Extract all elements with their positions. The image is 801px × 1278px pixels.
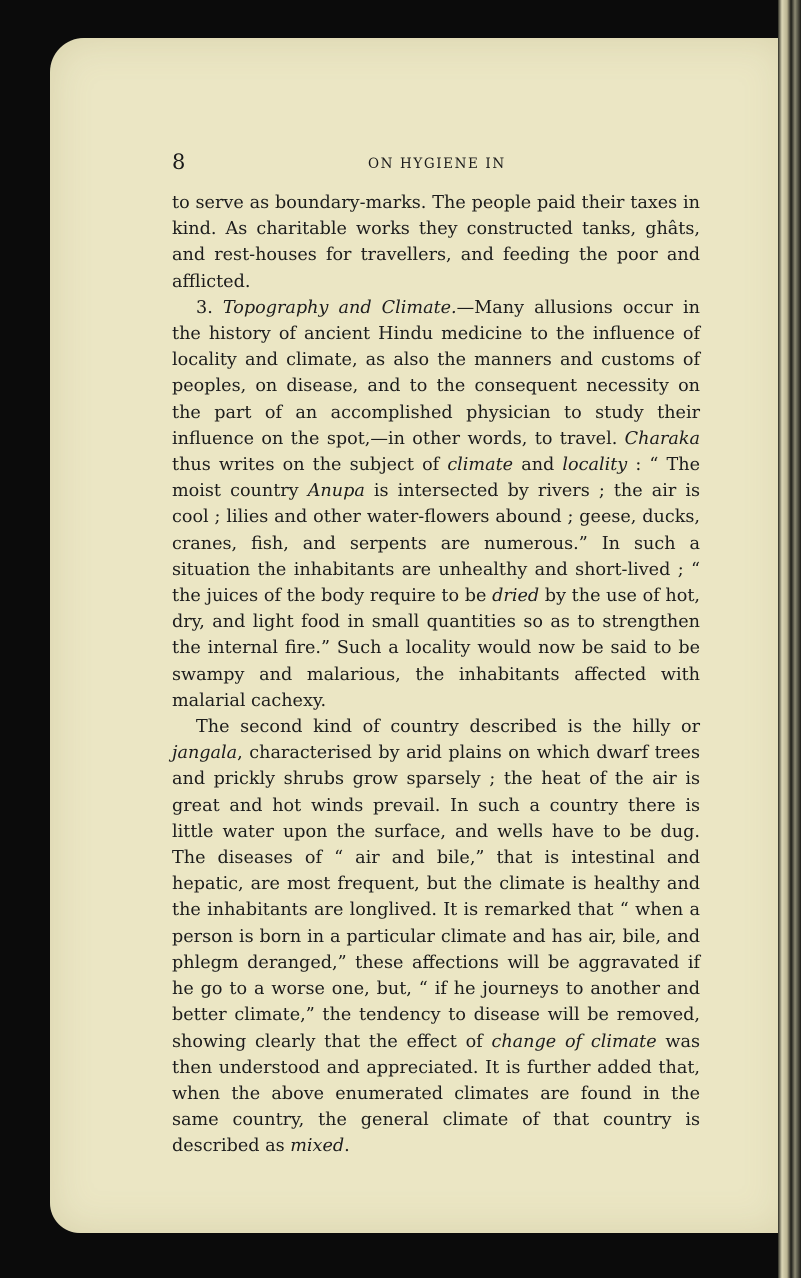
book-binding-edge — [778, 0, 801, 1278]
section-number: 3. — [196, 297, 223, 318]
running-head: ON HYGIENE IN — [368, 156, 506, 172]
italic-run: jangala — [172, 743, 238, 764]
italic-run: climate — [447, 455, 514, 476]
italic-run: mixed — [290, 1136, 345, 1157]
italic-run: Charaka — [624, 428, 700, 449]
paragraph-3 — [172, 714, 700, 1159]
italic-run: change of climate — [491, 1031, 657, 1052]
text-run: by the use of hot, dry, and light food in small quantities so as to strengthen the internal fire.” Such a locality would now be said to be swampy and malarious, the inhabitants affected with malarial cachexy. — [172, 586, 700, 711]
text-run: The second kind of country described is the hilly or — [196, 717, 700, 738]
text-run: and — [513, 455, 563, 476]
text-run: , characterised by arid plains on which dwarf trees and prickly shrubs grow sparsely ; the heat of the air is great and hot winds prevail. In such a country there is little water upon the surface, and wells have to be dug. The diseases of “ air and bile,” that is intestinal and hepatic, are most frequent, but the climate is healthy and the inhabitants are longlived. It is remarked that “ when a person is born in a particular climate and has air, bile, and phlegm deranged,” these affections will be aggravated if he go to a worse one, but, “ if he journeys to another and better climate,” the tendency to disease will be removed, showing clearly that the effect of — [172, 743, 700, 1052]
text-run: . — [344, 1136, 350, 1157]
body-text — [172, 190, 700, 1160]
italic-run: locality — [562, 455, 628, 476]
section-heading: Topography and Climate. — [222, 297, 457, 318]
text-run: was then understood and appreciated. It is further added that, when the above enumerated climates are found in the same country, the general climate of that country is described as — [172, 1031, 700, 1157]
paragraph-2 — [172, 295, 700, 714]
italic-run: Anupa — [307, 481, 365, 502]
text-run: is intersected by rivers ; the air is cool ; lilies and other water-flowers abound ; geese, ducks, cranes, fish, and serpents are numerous.” In such a situation the inhabitants are unhealthy and short-lived ; “ the juices of the body require to be — [172, 481, 700, 607]
paragraph-1: to serve as boundary-marks. The people paid their taxes in kind. As charitable works they constructed tanks, ghâts, and rest-houses for travellers, and feeding the poor and afflicted. — [172, 193, 700, 292]
text-run: thus writes on the subject of — [172, 455, 448, 476]
text-run: —Many allusions occur in the history of ancient Hindu medicine to the influence of locality and climate, as also the manners and customs of peoples, on disease, and to the consequent necessity on the part of an accomplished physician to study their influence on the spot,—in other words, to travel. — [172, 297, 700, 449]
italic-run: dried — [492, 586, 540, 607]
page-header — [172, 150, 702, 180]
text-run: : “ The moist country — [172, 455, 700, 502]
page-number: 8 — [172, 150, 186, 174]
